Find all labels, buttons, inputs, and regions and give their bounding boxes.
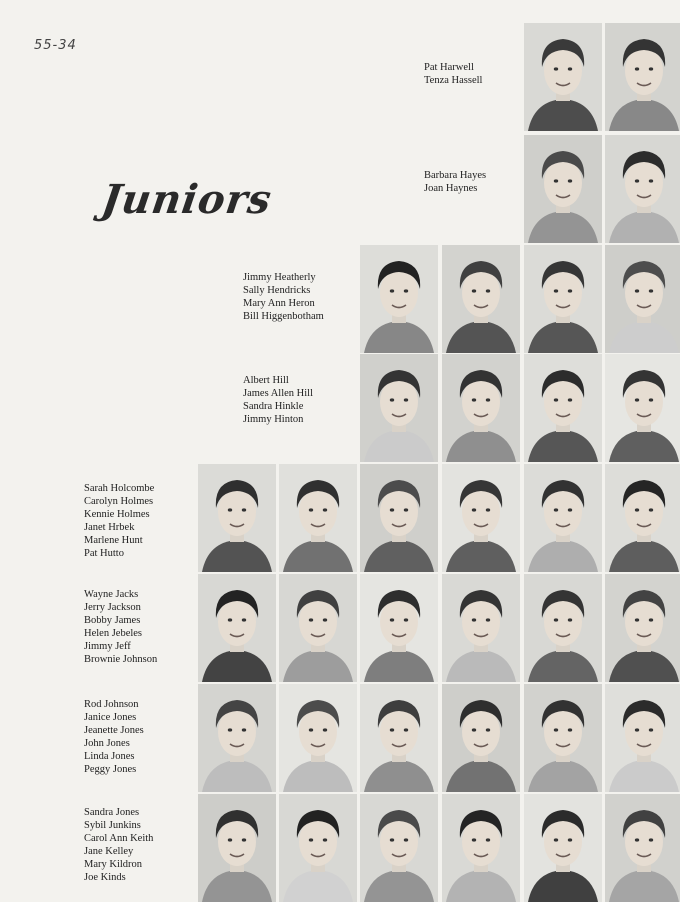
student-name: Rod Johnson — [84, 699, 139, 710]
student-portrait — [442, 354, 520, 462]
student-name: Sandra Hinkle — [243, 401, 304, 412]
student-name: Joan Haynes — [424, 183, 478, 194]
student-name: Jimmy Hinton — [243, 414, 304, 425]
student-portrait — [524, 354, 602, 462]
student-name: Linda Jones — [84, 751, 135, 762]
student-portrait — [605, 574, 680, 682]
student-name: Pat Harwell — [424, 62, 474, 73]
name-list-group-7 — [84, 698, 144, 776]
student-portrait — [524, 135, 602, 243]
student-portrait — [605, 464, 680, 572]
student-name: Carol Ann Keith — [84, 833, 154, 844]
student-portrait — [442, 684, 520, 792]
student-portrait — [279, 684, 357, 792]
student-name: Mary Ann Heron — [243, 298, 315, 309]
student-portrait — [605, 245, 680, 353]
student-portrait — [605, 135, 680, 243]
student-name: James Allen Hill — [243, 388, 313, 399]
student-portrait — [524, 684, 602, 792]
student-name: Barbara Hayes — [424, 170, 487, 181]
student-portrait — [442, 574, 520, 682]
student-name: Mary Kildron — [84, 859, 143, 870]
student-portrait — [360, 245, 438, 353]
student-portrait — [360, 464, 438, 572]
student-name: Helen Jebeles — [84, 628, 143, 639]
student-name: Sybil Junkins — [84, 820, 141, 831]
student-portrait — [279, 464, 357, 572]
student-portrait — [524, 245, 602, 353]
student-name: Jane Kelley — [84, 846, 134, 857]
student-name: Bobby James — [84, 615, 141, 626]
student-name: Janice Jones — [84, 712, 137, 723]
student-portrait — [442, 794, 520, 902]
student-portrait — [605, 684, 680, 792]
student-portrait — [360, 354, 438, 462]
name-list-group-4 — [243, 374, 313, 426]
name-list-group-6 — [84, 588, 157, 666]
student-name: Sarah Holcombe — [84, 483, 155, 494]
student-portrait — [442, 245, 520, 353]
student-name: Tenza Hassell — [424, 75, 483, 86]
name-list-group-8 — [84, 806, 153, 884]
student-name: Jimmy Heatherly — [243, 272, 316, 283]
student-portrait — [605, 794, 680, 902]
student-name: Sally Hendricks — [243, 285, 311, 296]
student-name: Carolyn Holmes — [84, 496, 154, 507]
student-portrait — [198, 794, 276, 902]
student-portrait — [442, 464, 520, 572]
student-name: Kennie Holmes — [84, 509, 150, 520]
student-portrait — [279, 794, 357, 902]
student-portrait — [524, 464, 602, 572]
student-name: Jimmy Jeff — [84, 641, 131, 652]
page-number: 55-34 — [34, 38, 77, 53]
student-portrait — [605, 23, 680, 131]
name-list-group-3 — [243, 271, 324, 323]
student-portrait — [360, 794, 438, 902]
student-name: Pat Hutto — [84, 548, 124, 559]
student-portrait — [198, 574, 276, 682]
student-name: Sandra Jones — [84, 807, 140, 818]
student-portrait — [279, 574, 357, 682]
student-name: Albert Hill — [243, 375, 289, 386]
student-name: Jeanette Jones — [84, 725, 144, 736]
name-list-group-5 — [84, 482, 154, 560]
student-name: Wayne Jacks — [84, 589, 139, 600]
section-title: Juniors — [98, 176, 275, 223]
student-portrait — [360, 574, 438, 682]
name-list-group-1 — [424, 61, 482, 87]
student-name: Janet Hrbek — [84, 522, 135, 533]
student-name: Marlene Hunt — [84, 535, 143, 546]
student-portrait — [524, 23, 602, 131]
student-portrait — [360, 684, 438, 792]
name-list-group-2 — [424, 169, 486, 195]
student-portrait — [524, 794, 602, 902]
student-name: Peggy Jones — [84, 764, 137, 775]
student-name: John Jones — [84, 738, 130, 749]
student-portrait — [605, 354, 680, 462]
student-name: Bill Higgenbotham — [243, 311, 324, 322]
student-name: Jerry Jackson — [84, 602, 141, 613]
student-portrait — [198, 464, 276, 572]
student-portrait — [524, 574, 602, 682]
student-portrait — [198, 684, 276, 792]
student-name: Joe Kinds — [84, 872, 126, 883]
student-name: Brownie Johnson — [84, 654, 158, 665]
